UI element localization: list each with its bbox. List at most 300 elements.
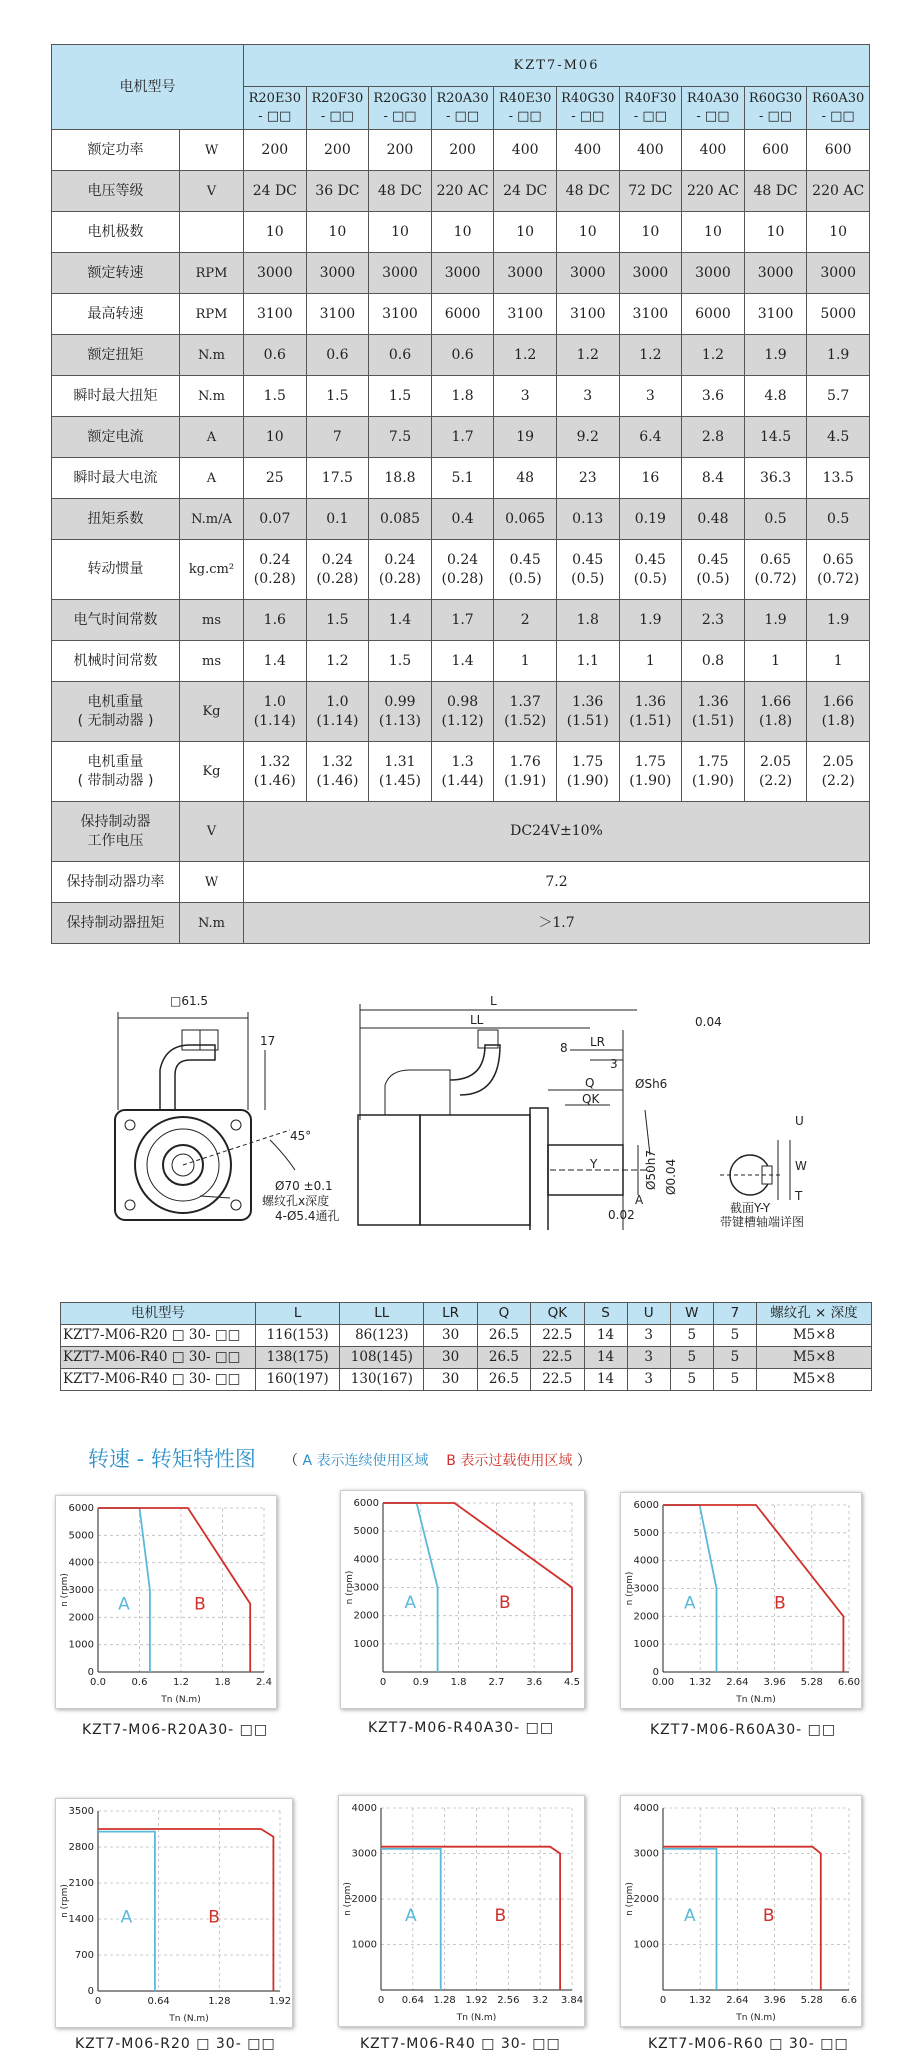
x-tick-label: 3.96 (763, 1677, 786, 1688)
spec-row-label-line: 保持制动器功率 (66, 873, 165, 890)
spec-merged-value: 7.2 (244, 862, 870, 903)
spec-cell (682, 641, 745, 682)
dims-cell: 5 (713, 1325, 756, 1347)
spec-cell (682, 335, 745, 376)
spec-cell-line: (2.2) (758, 772, 793, 789)
x-tick-label: 1.92 (268, 1996, 292, 2007)
spec-table (51, 44, 870, 944)
spec-cell-line: 24 DC (252, 182, 297, 199)
spec-cell (744, 212, 807, 253)
spec-cell (619, 130, 682, 171)
model-code (244, 87, 307, 130)
model-code-suffix: - □□ (571, 109, 605, 124)
spec-cell-line: 220 AC (436, 182, 489, 199)
spec-cell (369, 294, 432, 335)
spec-cell (494, 171, 557, 212)
spec-cell-line: 2.8 (701, 428, 725, 445)
spec-cell (556, 294, 619, 335)
dim-W: W (795, 1159, 807, 1173)
model-code-suffix: - □□ (258, 109, 292, 124)
dim-thread: 螺纹孔x深度 (262, 1194, 330, 1208)
spec-cell-line: 36 DC (315, 182, 360, 199)
spec-cell-line: (1.51) (691, 712, 734, 729)
spec-row (52, 335, 870, 376)
chart-caption-3: KZT7-M06-R60A30- □□ (650, 1722, 837, 1738)
spec-cell-line: (1.44) (441, 772, 484, 789)
spec-cell-line: 5000 (820, 305, 856, 322)
spec-cell-line: 10 (704, 223, 722, 240)
spec-cell (619, 335, 682, 376)
dims-cell: 22.5 (531, 1369, 584, 1391)
spec-cell-line: 1.75 (634, 753, 666, 770)
spec-row-label (52, 417, 180, 458)
section-note: 带键槽轴端详图 (720, 1215, 805, 1229)
x-axis-label: Tn (N.m) (456, 2013, 497, 2023)
spec-cell (494, 600, 557, 641)
y-tick-label: 1000 (633, 1639, 659, 1651)
spec-cell (244, 458, 307, 499)
dim-U: U (795, 1114, 804, 1128)
x-tick-label: 1.2 (173, 1677, 189, 1688)
spec-cell-line: (0.5) (508, 570, 542, 587)
dims-model: KZT7-M06-R40 □ 30- □□ (61, 1347, 256, 1369)
spec-cell-line: 1.0 (326, 693, 349, 710)
y-tick-label: 0 (652, 1667, 659, 1678)
region-a-label: A (404, 1592, 417, 1613)
spec-cell-line: (1.13) (378, 712, 422, 729)
spec-cell-line: 0.07 (259, 510, 291, 527)
spec-cell-line: 0.45 (509, 551, 541, 568)
x-tick-label: 1.32 (689, 1995, 712, 2006)
spec-row-label-line: 瞬时最大电流 (73, 469, 158, 486)
spec-cell-line: (0.72) (754, 570, 797, 587)
spec-cell-line: 1.5 (263, 387, 286, 404)
spec-row-unit: N.m (180, 903, 244, 944)
spec-row-label (52, 682, 180, 742)
dims-cell: 116(153) (256, 1325, 340, 1347)
dims-model: KZT7-M06-R40 □ 30- □□ (61, 1369, 256, 1391)
spec-cell-line: 1.8 (451, 387, 474, 404)
spec-cell (306, 499, 369, 540)
x-tick-label: 5.28 (800, 1995, 823, 2006)
spec-cell-line: (0.5) (696, 570, 730, 587)
spec-cell-line: 72 DC (628, 182, 673, 199)
spec-cell-line: 0.24 (384, 551, 416, 568)
spec-cell-line: 17.5 (321, 469, 353, 486)
dims-header-cell: 电机型号 (61, 1303, 256, 1325)
spec-cell-line: 0.24 (259, 551, 291, 568)
spec-cell-line: 0.4 (451, 510, 474, 527)
spec-cell-line: 0.65 (822, 551, 854, 568)
spec-cell (244, 212, 307, 253)
y-tick-label: 2000 (633, 1611, 659, 1623)
y-tick-label: 1000 (351, 1939, 377, 1951)
dim-through: 4-Ø5.4通孔 (275, 1209, 340, 1223)
dims-model: KZT7-M06-R20 □ 30- □□ (61, 1325, 256, 1347)
chart-caption-2: KZT7-M06-R40A30- □□ (368, 1720, 555, 1736)
model-code (306, 87, 369, 130)
dim-QK: QK (582, 1092, 600, 1106)
spec-cell (619, 499, 682, 540)
series-header: KZT7-M06 (244, 45, 870, 87)
spec-cell-line: 3 (583, 387, 593, 404)
y-tick-label: 5000 (633, 1527, 659, 1539)
spec-cell (619, 682, 682, 742)
model-code (744, 87, 807, 130)
spec-cell-line: 1.36 (697, 693, 729, 710)
spec-cell-line: (1.8) (821, 712, 855, 729)
spec-cell (744, 600, 807, 641)
x-tick-label: 2.64 (726, 1995, 749, 2006)
spec-cell-line: 0.6 (326, 346, 349, 363)
dims-cell: M5×8 (756, 1325, 871, 1347)
x-tick-label: 0.0 (90, 1677, 106, 1688)
spec-cell (807, 742, 870, 802)
spec-cell-line: 1.4 (263, 652, 286, 669)
spec-cell-line: 3000 (757, 264, 794, 281)
dim-LL: LL (470, 1013, 484, 1027)
model-code-text: R20G30 (373, 91, 427, 106)
y-tick-label: 3000 (633, 1848, 659, 1860)
model-code (494, 87, 557, 130)
section-detail (720, 1140, 790, 1200)
spec-cell-line: 0.24 (321, 551, 353, 568)
chart-panel-3 (620, 1492, 862, 1709)
spec-cell-line: 10 (265, 223, 284, 240)
region-a-label: A (683, 1905, 696, 1926)
spec-row-label-line: 额定转速 (87, 264, 144, 281)
y-tick-label: 2800 (68, 1842, 94, 1853)
spec-cell (306, 641, 369, 682)
spec-row-unit: ms (180, 600, 244, 641)
spec-cell (306, 600, 369, 641)
y-tick-label: 3000 (351, 1848, 377, 1860)
spec-row-label-line: ( 带制动器 ) (77, 772, 154, 789)
spec-cell-line: (1.52) (504, 712, 547, 729)
spec-cell (369, 130, 432, 171)
spec-cell (494, 294, 557, 335)
spec-cell (431, 540, 494, 600)
spec-cell-line: (0.28) (378, 570, 422, 587)
spec-cell (369, 253, 432, 294)
y-tick-label: 2100 (68, 1878, 94, 1889)
spec-cell-line: 1 (771, 652, 780, 669)
spec-cell-line: 3000 (444, 264, 481, 281)
spec-cell (369, 335, 432, 376)
spec-cell-line: (1.90) (691, 772, 734, 789)
spec-cell-line: 1.8 (576, 611, 599, 628)
spec-cell (306, 130, 369, 171)
dims-cell: 3 (627, 1325, 670, 1347)
spec-cell (244, 600, 307, 641)
spec-cell (306, 417, 369, 458)
dims-cell: 5 (713, 1347, 756, 1369)
dim-Y: Y (590, 1157, 598, 1171)
region-b-label: B (208, 1907, 220, 1928)
dims-cell: 14 (584, 1347, 627, 1369)
spec-cell (369, 458, 432, 499)
spec-cell-line: 10 (829, 223, 848, 240)
dims-header-cell: S (584, 1303, 627, 1325)
region-b-label: B (194, 1594, 206, 1615)
chart-panel-1 (55, 1495, 277, 1709)
x-tick-label: 1.8 (214, 1677, 231, 1688)
spec-cell-line: 1.0 (263, 693, 286, 710)
spec-cell-line: 9.2 (576, 428, 599, 445)
spec-cell (494, 376, 557, 417)
spec-cell (744, 253, 807, 294)
spec-cell-line: 1.2 (639, 346, 662, 363)
spec-row-label-line: 扭矩系数 (87, 510, 144, 527)
spec-row (52, 294, 870, 335)
model-code-text: R40E30 (498, 91, 552, 106)
spec-row (52, 742, 870, 802)
model-code-suffix: - □□ (633, 109, 667, 124)
y-tick-label: 4000 (353, 1554, 379, 1566)
y-tick-label: 700 (74, 1950, 94, 1961)
spec-cell-line: 3100 (256, 305, 293, 322)
y-tick-label: 3000 (353, 1582, 379, 1594)
spec-cell (807, 130, 870, 171)
spec-row-label (52, 499, 180, 540)
dims-cell: 3 (627, 1369, 670, 1391)
spec-cell (431, 742, 494, 802)
dims-row (61, 1369, 872, 1391)
model-code-text: R40F30 (624, 91, 677, 106)
spec-cell (744, 742, 807, 802)
spec-cell (431, 682, 494, 742)
y-axis-label: n (rpm) (625, 1571, 635, 1606)
spec-cell-line: 3000 (632, 264, 669, 281)
spec-cell-line: 1.9 (827, 346, 850, 363)
spec-row-label (52, 600, 180, 641)
x-tick-label: 2.7 (488, 1677, 505, 1688)
y-axis-label: n (rpm) (60, 1884, 70, 1918)
tol-1: 0.04 (695, 1015, 722, 1029)
spec-cell-line: 0.65 (759, 551, 792, 568)
spec-cell (682, 540, 745, 600)
spec-cell (431, 171, 494, 212)
x-tick-label: 1.92 (465, 1995, 488, 2006)
spec-row (52, 903, 870, 944)
spec-cell-line: 10 (453, 223, 472, 240)
dim-pcd: Ø70 ±0.1 (275, 1179, 333, 1193)
spec-cell (494, 130, 557, 171)
region-a-label: A (405, 1905, 417, 1926)
spec-row-label (52, 335, 180, 376)
x-axis-label: Tn (N.m) (161, 1695, 201, 1705)
spec-cell (807, 171, 870, 212)
spec-cell-line: 6000 (444, 305, 481, 322)
spec-cell-line: 0.5 (827, 510, 850, 527)
spec-row-label (52, 742, 180, 802)
spec-row-unit: kg.cm² (180, 540, 244, 600)
spec-cell (556, 540, 619, 600)
dim-width: □61.5 (170, 994, 209, 1008)
spec-cell (807, 682, 870, 742)
spec-cell-line: 0.45 (572, 551, 604, 568)
model-code-text: R40G30 (561, 91, 615, 106)
spec-cell-line: 3 (645, 387, 655, 404)
spec-cell-line: 25 (265, 469, 284, 486)
spec-cell (744, 641, 807, 682)
spec-cell-line: 0.6 (263, 346, 286, 363)
spec-row-label-line: 电机极数 (87, 223, 144, 240)
spec-cell-line: 23 (578, 469, 597, 486)
spec-cell-line: 1.5 (388, 652, 412, 669)
region-a-label: A (118, 1594, 130, 1615)
spec-row-unit: V (180, 802, 244, 862)
dims-cell: 26.5 (477, 1325, 530, 1347)
model-code-suffix: - □□ (696, 109, 730, 124)
spec-cell-line: 5.7 (827, 387, 850, 404)
spec-row (52, 641, 870, 682)
spec-cell-line: 1.9 (639, 611, 662, 628)
model-code (431, 87, 494, 130)
spec-cell-line: 0.6 (388, 346, 412, 363)
dims-cell: 14 (584, 1369, 627, 1391)
tol-3: Ø0.04 (664, 1158, 678, 1195)
spec-cell (682, 130, 745, 171)
model-code (682, 87, 745, 130)
note-close: ） (576, 1453, 591, 1469)
spec-cell-line: (0.28) (316, 570, 359, 587)
section-title: 转速 - 转矩特性图 (88, 1447, 256, 1471)
spec-cell (619, 212, 682, 253)
spec-cell-line: 3100 (507, 305, 543, 322)
y-tick-label: 6000 (68, 1503, 94, 1514)
spec-cell-line: 1.9 (764, 346, 787, 363)
spec-row-label-line: 最高转速 (87, 305, 144, 322)
spec-cell (244, 742, 307, 802)
dim-17: 17 (260, 1034, 276, 1048)
spec-cell-line: 3100 (632, 305, 669, 322)
spec-row-unit: A (180, 458, 244, 499)
spec-cell-line: (1.90) (566, 772, 609, 789)
spec-cell (807, 417, 870, 458)
spec-row-unit: N.m (180, 376, 244, 417)
spec-cell-line: 0.48 (697, 510, 729, 527)
spec-cell (556, 499, 619, 540)
y-tick-label: 1000 (68, 1639, 94, 1651)
spec-cell-line: (2.2) (821, 772, 855, 789)
dim-T: T (795, 1189, 803, 1203)
dimensions-table (60, 1302, 872, 1391)
y-tick-label: 4000 (633, 1803, 659, 1814)
y-tick-label: 0 (87, 1986, 94, 1997)
spec-cell-line: 0.13 (572, 510, 604, 527)
spec-row-label-line: 电气时间常数 (73, 611, 158, 628)
spec-cell-line: 18.8 (384, 469, 416, 486)
spec-row-label-line: 额定功率 (87, 141, 144, 158)
spec-row (52, 682, 870, 742)
spec-cell-line: 0.065 (505, 510, 546, 527)
spec-cell (682, 682, 745, 742)
spec-cell (244, 499, 307, 540)
model-code (807, 87, 870, 130)
spec-cell-line: 1.66 (822, 693, 854, 710)
spec-row-unit: Kg (180, 742, 244, 802)
spec-cell (744, 682, 807, 742)
spec-cell (244, 253, 307, 294)
model-code-text: R40A30 (686, 91, 740, 106)
spec-row-label-line: 电机重量 (87, 693, 144, 710)
dims-cell: 22.5 (531, 1347, 584, 1369)
spec-cell-line: 5.1 (451, 469, 474, 486)
spec-cell-line: 0.6 (451, 346, 474, 363)
spec-cell (494, 335, 557, 376)
spec-cell-line: 1 (520, 652, 530, 669)
spec-row-label-line: 额定扭矩 (87, 346, 144, 363)
spec-cell (619, 171, 682, 212)
spec-row (52, 862, 870, 903)
spec-cell (807, 458, 870, 499)
spec-cell-line: 1.1 (576, 652, 599, 669)
spec-cell-line: 3000 (256, 264, 293, 281)
spec-row-label-line: 额定电流 (87, 428, 144, 445)
dims-cell: 26.5 (477, 1369, 530, 1391)
y-tick-label: 1000 (353, 1638, 379, 1650)
spec-cell-line: 1.75 (697, 753, 729, 770)
spec-cell (369, 212, 432, 253)
x-tick-label: 1.8 (450, 1677, 467, 1688)
dimension-drawing (90, 990, 890, 1230)
model-code (556, 87, 619, 130)
spec-cell-line: 6000 (695, 305, 731, 322)
spec-cell-line: 3100 (382, 305, 418, 322)
spec-cell-line: 4.5 (827, 428, 850, 445)
spec-cell-line: 1.32 (321, 753, 353, 770)
x-tick-label: 2.64 (726, 1677, 749, 1688)
spec-cell (369, 540, 432, 600)
spec-cell-line: 1.7 (451, 611, 474, 628)
spec-cell (431, 600, 494, 641)
y-tick-label: 6000 (353, 1498, 379, 1509)
spec-cell-line: (1.90) (629, 772, 672, 789)
spec-row-label-line: 瞬时最大扭矩 (73, 387, 158, 404)
spec-cell (682, 212, 745, 253)
spec-merged-value: ＞1.7 (244, 903, 870, 944)
x-tick-label: 3.84 (560, 1995, 584, 2006)
dims-cell: 5 (670, 1369, 713, 1391)
dims-cell: 138(175) (256, 1347, 340, 1369)
dims-header-cell: LL (340, 1303, 424, 1325)
spec-cell (369, 499, 432, 540)
x-axis-label: Tn (N.m) (736, 1695, 776, 1705)
spec-cell-line: 1.3 (451, 753, 474, 770)
spec-cell-line: 220 AC (812, 182, 865, 199)
dim-shaft: ØSh6 (635, 1077, 668, 1091)
spec-cell-line: (1.14) (253, 712, 296, 729)
y-tick-label: 2000 (68, 1612, 94, 1624)
spec-cell (431, 130, 494, 171)
spec-row-unit: N.m (180, 335, 244, 376)
x-tick-label: 1.28 (208, 1996, 231, 2007)
spec-row-unit: ms (180, 641, 244, 682)
spec-cell (369, 742, 432, 802)
spec-cell (807, 540, 870, 600)
overload-curve (383, 1503, 572, 1672)
spec-cell (306, 376, 369, 417)
dims-header-cell: Q (477, 1303, 530, 1325)
spec-cell-line: 1.2 (514, 346, 537, 363)
spec-cell-line: 0.8 (701, 652, 725, 669)
dims-cell: 86(123) (340, 1325, 424, 1347)
spec-cell-line: 2.05 (822, 753, 854, 770)
spec-cell (807, 335, 870, 376)
spec-cell (431, 335, 494, 376)
dims-cell: 30 (424, 1369, 477, 1391)
